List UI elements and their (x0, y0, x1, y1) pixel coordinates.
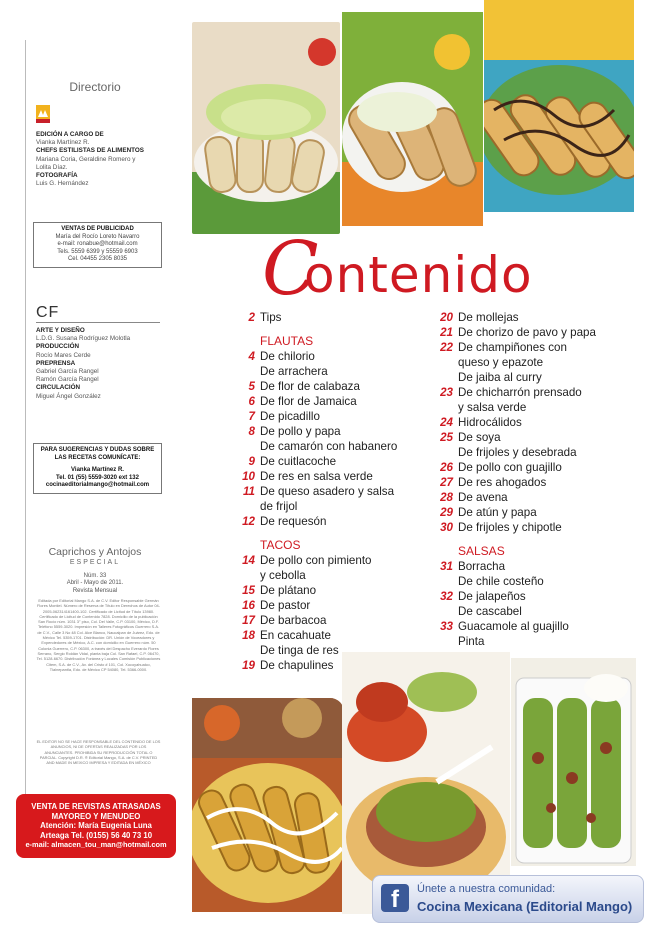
flautas-lettuce-photo (192, 22, 340, 234)
toc-entry-label: De mollejas (458, 311, 519, 324)
toc-page-number: 27 (440, 476, 453, 489)
toc-page-number: 6 (248, 395, 255, 408)
toc-section-label: FLAUTAS (260, 334, 314, 348)
toc-entry-label: De arrachera (260, 365, 328, 378)
toc-page-number: 18 (242, 629, 255, 642)
toc-entry-label: De frijoles y desebrada (458, 446, 577, 459)
back-issues-line: Arteaga Tel. (0155) 56 40 73 10 (39, 830, 153, 840)
toc-entry-label: De jaiba al curry (458, 371, 542, 384)
toc-entry-label: De chile costeño (458, 575, 544, 588)
toc-page-number: 31 (440, 560, 453, 573)
staff-names: Mariana Coria, Geraldine Romero y Lolita Díaz. (36, 155, 136, 171)
masthead-sidebar (0, 0, 182, 935)
credit-role: ARTE Y DISEÑO (36, 327, 85, 334)
ads-contact-box (33, 222, 162, 268)
toc-entry-label: De cuitlacoche (260, 455, 337, 468)
toc-entry-label: Hidrocálidos (458, 416, 522, 429)
toc-page-number: 29 (440, 506, 453, 519)
toc-entry-label: De atún y papa (458, 506, 537, 519)
credit-role: PREPRENSA (36, 359, 76, 367)
suggest-heading: PARA SUGERENCIAS Y DUDAS SOBRE LAS RECETAS COMUNÍCATE: (40, 447, 155, 461)
toc-entry-label: De chorizo de pavo y papa (458, 326, 596, 339)
toc-page-number: 19 (242, 659, 255, 672)
cf-logo: CF (36, 304, 60, 321)
toc-entry-label: De picadillo (260, 410, 320, 423)
toc-page-number: 5 (248, 380, 255, 393)
back-issues-line: Atención: María Eugenia Luna (40, 821, 152, 830)
staff-role: FOTOGRAFÍA (36, 172, 78, 180)
suggest-name: Vianka Martínez R. (71, 467, 124, 474)
toc-entry-label: de frijol (260, 500, 298, 513)
toc-page-number: 30 (440, 521, 453, 534)
toc-page-number: 26 (440, 461, 453, 474)
flautas-sauce-drizzle-photo (484, 0, 634, 212)
toc-entry-label: Pinta (458, 635, 485, 648)
toc-page-number: 22 (440, 341, 453, 354)
toc-entry-label: y salsa verde (458, 401, 527, 414)
toc-page-number: 9 (248, 455, 255, 468)
issue-number: Núm. 33 (83, 573, 107, 579)
sidebar-divider (25, 40, 26, 800)
toc-entry-label: De chapulines (260, 659, 334, 672)
tacos-cream-photo (192, 698, 344, 912)
ads-phones: Tels. 5559 6399 y 55559 6903 (57, 248, 138, 255)
toc-entry-label: queso y epazote (458, 356, 544, 369)
staff-role: EDICIÓN A CARGO DE (36, 131, 104, 138)
suggest-tel: Tel. 01 (55) 5559-3020 ext 132 (56, 474, 139, 481)
toc-entry-label: De pollo con pimiento (260, 554, 372, 567)
legal-text: Editada por Editorial Mango S.A. de C.V. Editor Responsable Germán Flores Montiel. Número de Reserva de Título en Derechos de Autor 04-2005-062314161400-102. Certificado de Licitud de Título 13980. Certificado de Licitud de Contenido 7828. Domicilio de la publicación San Rocío núm. 1031 3° piso, Col. Del Valle, C.P. 03100, México, D.F. Teléfono 5559-3020. Impresión en Talleres Fotográficos Guerrero S.A. de C.V., Calle 3 No 48 Col. Alce Blanco, Naucalpan de Juárez, Edo. de México Tel. 5359-1701. Distribución: DR. Unión de Voceadores y Expendedores de México, A.C. con domicilio en Guerrero núm. 50 Colonia Guerrero, C.P. 06300, a través del Despacho Everardo Flores Serrano, Sergio Roldán Vidal, planta baja Col. San Rafael, C.P. 06470, Tel. 5128-6670. Distribución Foránea y Locales Comisión Publicaciones Citem, S.A. de C.V., Av. del Cristo # 101, Col. Xocoyahualco, Tlalnepantla, Edo. de México CP 54080, Tel. 5366-0000. (36, 598, 161, 672)
toc-page-number: 8 (248, 425, 255, 438)
toc-page-number: 7 (248, 410, 255, 423)
title-initial: C (262, 226, 319, 312)
editorial-mango-logo (36, 105, 50, 123)
toc-page-number: 14 (242, 554, 255, 567)
toc-page-number: 25 (440, 431, 453, 444)
toc-entry-label: En cacahuate (260, 629, 331, 642)
toc-entry-label: y cebolla (260, 569, 306, 582)
toc-entry-label: De camarón con habanero (260, 440, 398, 453)
toc-page-number: 21 (440, 326, 453, 339)
toc-page-number: 4 (248, 350, 255, 363)
suggest-email: cocinaeditorialmango@hotmail.com (45, 482, 150, 489)
ads-email: e-mail: ronabue@hotmail.com (57, 241, 138, 248)
ads-name: María del Rocío Loreto Navarro (55, 233, 140, 240)
toc-entry-label: De queso asadero y salsa (260, 485, 395, 498)
toc-entry-label: De cascabel (458, 605, 522, 618)
toc-page-number: 24 (440, 416, 453, 429)
staff-block (36, 131, 176, 188)
toc-entry-label: Borracha (458, 560, 506, 573)
toc-entry-label: De chicharrón prensado (458, 386, 582, 399)
ads-heading: VENTAS DE PUBLICIDAD (61, 226, 134, 232)
toc-left-column (233, 310, 433, 690)
cf-rule (36, 322, 160, 323)
toc-page-number: 20 (440, 311, 453, 324)
toc-entry-label: De plátano (260, 584, 317, 597)
toc-entry-label: De frijoles y chipotle (458, 521, 562, 534)
toc-entry-label: De res ahogados (458, 476, 547, 489)
toc-entry-label: De champiñones con (458, 341, 567, 354)
toc-entry-label: De res en salsa verde (260, 470, 373, 483)
toc-page-number: 17 (242, 614, 255, 627)
toc-page-number: 12 (242, 515, 255, 528)
facebook-community-banner[interactable] (372, 875, 644, 923)
staff-names: Luis G. Hernández (36, 180, 89, 188)
toc-page-number: 15 (242, 584, 255, 597)
credit-names: L.D.G. Susana Rodríguez Molotla (36, 335, 131, 343)
back-issues-email: e-mail: almacen_tou_man@hotmail.com (25, 840, 167, 849)
toc-entry-label: De soya (458, 431, 501, 444)
disclaimer-text: EL EDITOR NO SE HACE RESPONSABLE DEL CONTENIDO DE LOS ANUNCIOS, NI DE OFERTAS REALIZADAS POR LOS ANUNCIANTES. PROHIBIDA SU REPRODUCCIÓN TOTAL O PARCIAL. Copyright D.R. ® Editorial Mango, S.A. de C.V. PRINTED AND MADE IN MEXICO IMPRESA Y EDITADA EN MÉXICO (36, 739, 161, 766)
flautas-cream-photo (342, 12, 483, 226)
credits-block (36, 327, 176, 401)
toc-section-label: TACOS (260, 538, 301, 552)
credit-role: PRODUCCIÓN (36, 343, 80, 351)
toc-entry-label: Tips (260, 311, 282, 324)
ads-cell: Cel. 04455 2305 8035 (67, 256, 128, 263)
back-issues-box (16, 794, 176, 858)
toc-entry-label: De jalapeños (458, 590, 526, 603)
toc-page-number: 23 (440, 386, 453, 399)
facebook-page-name[interactable]: Cocina Mexicana (Editorial Mango) (417, 899, 633, 914)
issue-info (30, 573, 160, 595)
toc-page-number: 10 (242, 470, 255, 483)
facebook-invite-text: Únete a nuestra comunidad: (417, 883, 556, 895)
toc-page-number: 33 (440, 620, 453, 633)
suggestions-box (33, 443, 162, 494)
credit-names: Gabriel García Rangel Ramón García Rangel (36, 368, 99, 384)
title-rest: ontenido (304, 246, 533, 304)
enchiladas-verdes-photo (511, 658, 636, 866)
directory-title: Directorio (69, 80, 121, 94)
toc-entry-label: De requesón (260, 515, 327, 528)
credit-names: Miguel Ángel González (36, 392, 101, 400)
toc-entry-label: De tinga de res (260, 644, 339, 657)
staff-names: Vianka Martínez R. (36, 139, 90, 147)
back-issues-line: VENTA DE REVISTAS ATRASADAS (31, 802, 161, 811)
toc-entry-label: De pollo con guajillo (458, 461, 562, 474)
back-issues-line: MAYOREO Y MENUDEO (51, 811, 141, 821)
credit-names: Rocío Mares Cerde (36, 351, 91, 359)
toc-entry-label: De flor de Jamaica (260, 395, 357, 408)
toc-page-number: 32 (440, 590, 453, 603)
issue-frequency: Revista Mensual (72, 587, 118, 594)
toc-page-number: 11 (242, 485, 255, 498)
facebook-icon: f (381, 884, 409, 912)
toc-page-number: 28 (440, 491, 453, 504)
toc-entry-label: De barbacoa (260, 614, 327, 627)
toc-entry-label: De chilorio (260, 350, 315, 363)
toc-entry-label: Guacamole al guajillo (458, 620, 569, 633)
magazine-title: Caprichos y Antojos (48, 546, 142, 558)
toc-entry-label: De avena (458, 491, 508, 504)
toc-entry-label: De pastor (260, 599, 311, 612)
toc-page-number: 16 (242, 599, 255, 612)
toc-entry-label: De flor de calabaza (260, 380, 360, 393)
toc-page-number: 2 (248, 311, 255, 324)
issue-date: Abril - Mayo de 2011. (66, 580, 124, 587)
credit-role: CIRCULACIÓN (36, 384, 81, 392)
staff-role: CHEFS ESTILISTAS DE ALIMENTOS (36, 147, 144, 155)
toc-section-label: SALSAS (458, 544, 505, 558)
toc-right-column (431, 310, 631, 655)
magazine-subtitle: ESPECIAL (69, 559, 121, 566)
toc-entry-label: De pollo y papa (260, 425, 341, 438)
